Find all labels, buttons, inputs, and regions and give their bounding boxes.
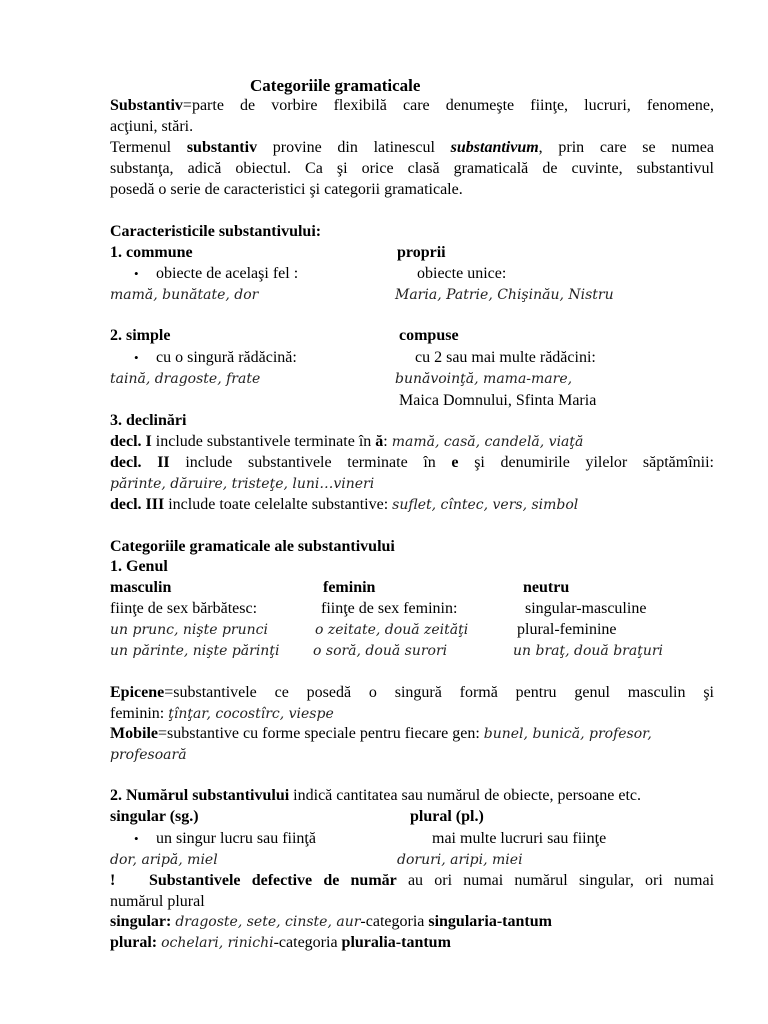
proper-heading: proprii — [397, 244, 446, 261]
categories-heading: Categoriile gramaticale ale substantivului — [110, 538, 395, 555]
gender-row1-feminine: fiinţe de sex feminin: — [321, 600, 458, 617]
bullet-icon: • — [134, 350, 139, 365]
compound-examples: bunăvoinţă, mama-mare, — [395, 371, 573, 387]
simple-examples: taină, dragoste, frate — [110, 371, 261, 387]
definition-line: Substantiv=parte de vorbire flexibilă care denumeşte fiinţe, lucruri, fenomene, — [110, 97, 714, 114]
gender-col-feminine: feminin — [323, 579, 376, 596]
mobile-continuation: profesoară — [110, 747, 187, 763]
common-examples: mamă, bunătate, dor — [110, 287, 259, 303]
pluralia-line: plural: ochelari, rinichi-categoria pluralia-tantum — [110, 934, 451, 951]
declension-1: decl. I include substantivele terminate în ă: mamă, casă, candelă, viaţă — [110, 433, 584, 450]
singularia-line: singular: dragoste, sete, cinste, aur-categoria singularia-tantum — [110, 913, 552, 930]
proper-desc: obiecte unice: — [417, 265, 507, 282]
epicene-line: Epicene=substantivele ce posedă o singură formă pentru genul masculin şi — [110, 684, 714, 701]
characteristics-heading: Caracteristicile substantivului: — [110, 223, 322, 240]
declension-2-examples: părinte, dăruire, tristeţe, luni…vineri — [110, 476, 375, 492]
gender-row2-neuter: plural-feminine — [517, 621, 617, 638]
gender-row1-neuter: singular-masculine — [525, 600, 647, 617]
plural-examples: doruri, aripi, miei — [397, 852, 523, 868]
number-heading: 2. Numărul substantivului indică cantitatea sau numărul de obiecte, persoane etc. — [110, 787, 642, 804]
epicene-continuation: feminin: ţînţar, cocostîrc, viespe — [110, 705, 334, 722]
origin-line-1: Termenul substantiv provine din latinescul substantivum, prin care se numea — [110, 139, 714, 156]
singular-desc: un singur lucru sau fiinţă — [156, 830, 316, 847]
compound-heading: compuse — [399, 327, 459, 344]
page-title: Categoriile gramaticale — [250, 76, 421, 95]
singular-examples: dor, aripă, miel — [110, 852, 218, 868]
compound-examples-2: Maica Domnului, Sfinta Maria — [399, 392, 597, 409]
gender-col-masculine: masculin — [110, 579, 172, 596]
common-desc: obiecte de acelaşi fel : — [156, 265, 299, 282]
plural-heading: plural (pl.) — [410, 808, 484, 825]
mobile-line: Mobile=substantive cu forme speciale pentru fiecare gen: bunel, bunică, profesor, — [110, 725, 652, 742]
declensions-heading: 3. declinări — [110, 412, 187, 429]
gender-row3-feminine: o soră, două surori — [313, 643, 448, 659]
plural-desc: mai multe lucruri sau fiinţe — [432, 830, 607, 847]
gender-row2-masculine: un prunc, nişte prunci — [110, 622, 268, 638]
singular-heading: singular (sg.) — [110, 808, 199, 825]
origin-line-2: substanţa, adică obiectul. Ca şi orice clasă gramaticală de cuvinte, substantivul — [110, 160, 714, 177]
bullet-icon: • — [134, 831, 139, 846]
gender-heading: 1. Genul — [110, 558, 168, 575]
gender-row1-masculine: fiinţe de sex bărbătesc: — [110, 600, 258, 617]
proper-examples: Maria, Patrie, Chişinău, Nistru — [395, 287, 614, 303]
common-heading: 1. commune — [110, 244, 193, 261]
term-substantiv: Substantiv — [110, 97, 183, 114]
gender-col-neuter: neutru — [523, 579, 570, 596]
bullet-icon: • — [134, 266, 139, 281]
gender-row3-neuter: un braţ, două braţuri — [513, 643, 664, 659]
definition-continuation: acţiuni, stări. — [110, 118, 194, 135]
gender-row2-feminine: o zeitate, două zeităţi — [315, 622, 469, 638]
simple-desc: cu o singură rădăcină: — [156, 349, 297, 366]
origin-line-3: posedă o serie de caracteristici şi categorii gramaticale. — [110, 181, 463, 198]
defective-line: ! Substantivele defective de număr au ori numai numărul singular, ori numai — [110, 872, 715, 889]
defective-continuation: numărul plural — [110, 893, 205, 910]
compound-desc: cu 2 sau mai multe rădăcini: — [415, 349, 596, 366]
declension-2: decl. II include substantivele terminate în e şi denumirile yilelor săptămînii: — [110, 454, 714, 471]
simple-heading: 2. simple — [110, 327, 171, 344]
gender-row3-masculine: un părinte, nişte părinţi — [110, 643, 280, 659]
declension-3: decl. III include toate celelalte substantive: suflet, cîntec, vers, simbol — [110, 496, 579, 513]
